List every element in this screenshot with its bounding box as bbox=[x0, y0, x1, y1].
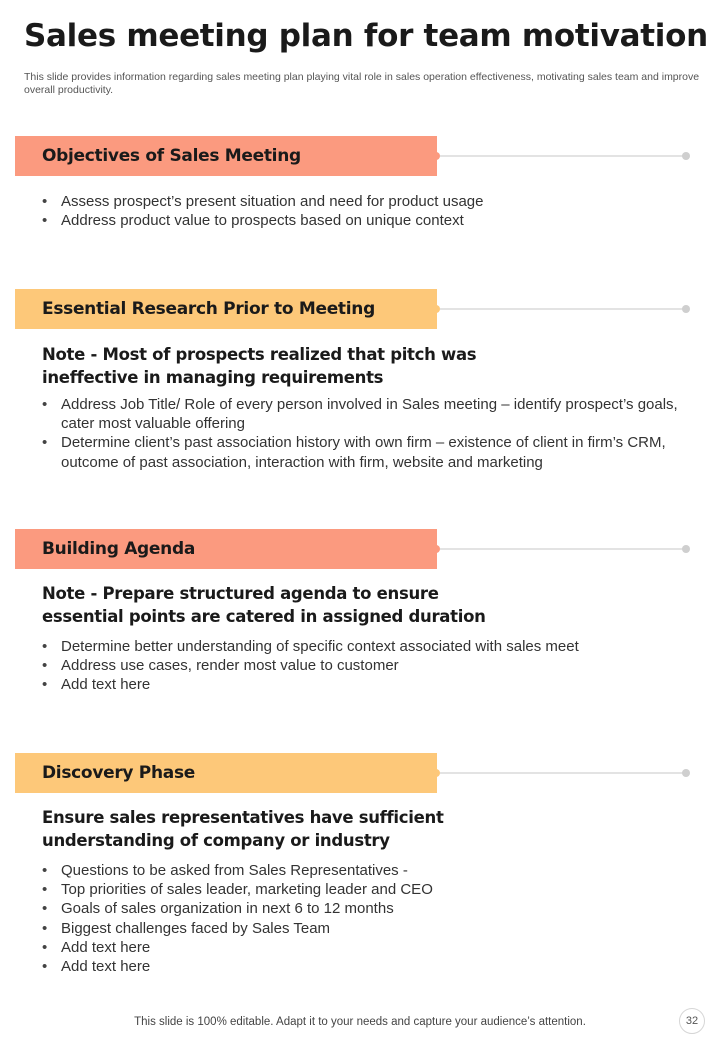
connector-dot bbox=[432, 305, 440, 313]
bullet-list bbox=[42, 637, 692, 695]
list-item: • Biggest challenges faced by Sales Team bbox=[42, 919, 692, 938]
list-item: • Address product value to prospects based on unique context bbox=[42, 211, 692, 230]
section-heading-bar: Discovery Phase bbox=[15, 753, 437, 793]
list-item: • Determine client’s past association history with own firm – existence of client in firm’s CRM, outcome of past association, interaction with firm, website and marketing bbox=[42, 433, 692, 471]
list-item: • Goals of sales organization in next 6 to 12 months bbox=[42, 899, 692, 918]
list-item: • Address use cases, render most value to customer bbox=[42, 656, 692, 675]
list-item: • Address Job Title/ Role of every person involved in Sales meeting – identify prospect’s goals, cater most valuable offering bbox=[42, 395, 692, 433]
connector-line bbox=[440, 308, 684, 310]
bullet-list bbox=[42, 861, 692, 976]
slide-title: Sales meeting plan for team motivation bbox=[24, 18, 708, 54]
section-note: Note - Prepare structured agenda to ensure essential points are catered in assigned duration bbox=[42, 584, 486, 626]
connector-end-dot bbox=[682, 769, 690, 777]
slide-subtitle: This slide provides information regarding sales meeting plan playing vital role in sales operation effectiveness, motivating sales team and improve overall productivity. bbox=[24, 71, 700, 96]
connector-line bbox=[440, 548, 684, 550]
connector-dot bbox=[432, 152, 440, 160]
section-heading-bar: Essential Research Prior to Meeting bbox=[15, 289, 437, 329]
list-item: • Top priorities of sales leader, marketing leader and CEO bbox=[42, 880, 692, 899]
connector-end-dot bbox=[682, 545, 690, 553]
connector-line bbox=[440, 155, 684, 157]
list-item: • Questions to be asked from Sales Representatives - bbox=[42, 861, 692, 880]
list-item: • Determine better understanding of specific context associated with sales meet bbox=[42, 637, 692, 656]
page-number: 32 bbox=[679, 1008, 705, 1034]
list-item: • Assess prospect’s present situation and need for product usage bbox=[42, 192, 692, 211]
connector-dot bbox=[432, 769, 440, 777]
list-item: • Add text here bbox=[42, 938, 692, 957]
list-item: • Add text here bbox=[42, 957, 692, 976]
bullet-list bbox=[42, 192, 692, 230]
list-item: • Add text here bbox=[42, 675, 692, 694]
section-note: Ensure sales representatives have sufficient understanding of company or industry bbox=[42, 808, 444, 850]
section-heading-bar: Building Agenda bbox=[15, 529, 437, 569]
connector-end-dot bbox=[682, 152, 690, 160]
section-heading-bar: Objectives of Sales Meeting bbox=[15, 136, 437, 176]
bullet-list bbox=[42, 395, 692, 472]
connector-dot bbox=[432, 545, 440, 553]
footer-text: This slide is 100% editable. Adapt it to your needs and capture your audience’s attention. bbox=[134, 1016, 586, 1028]
section-note: Note - Most of prospects realized that pitch was ineffective in managing requirements bbox=[42, 345, 477, 387]
connector-line bbox=[440, 772, 684, 774]
connector-end-dot bbox=[682, 305, 690, 313]
